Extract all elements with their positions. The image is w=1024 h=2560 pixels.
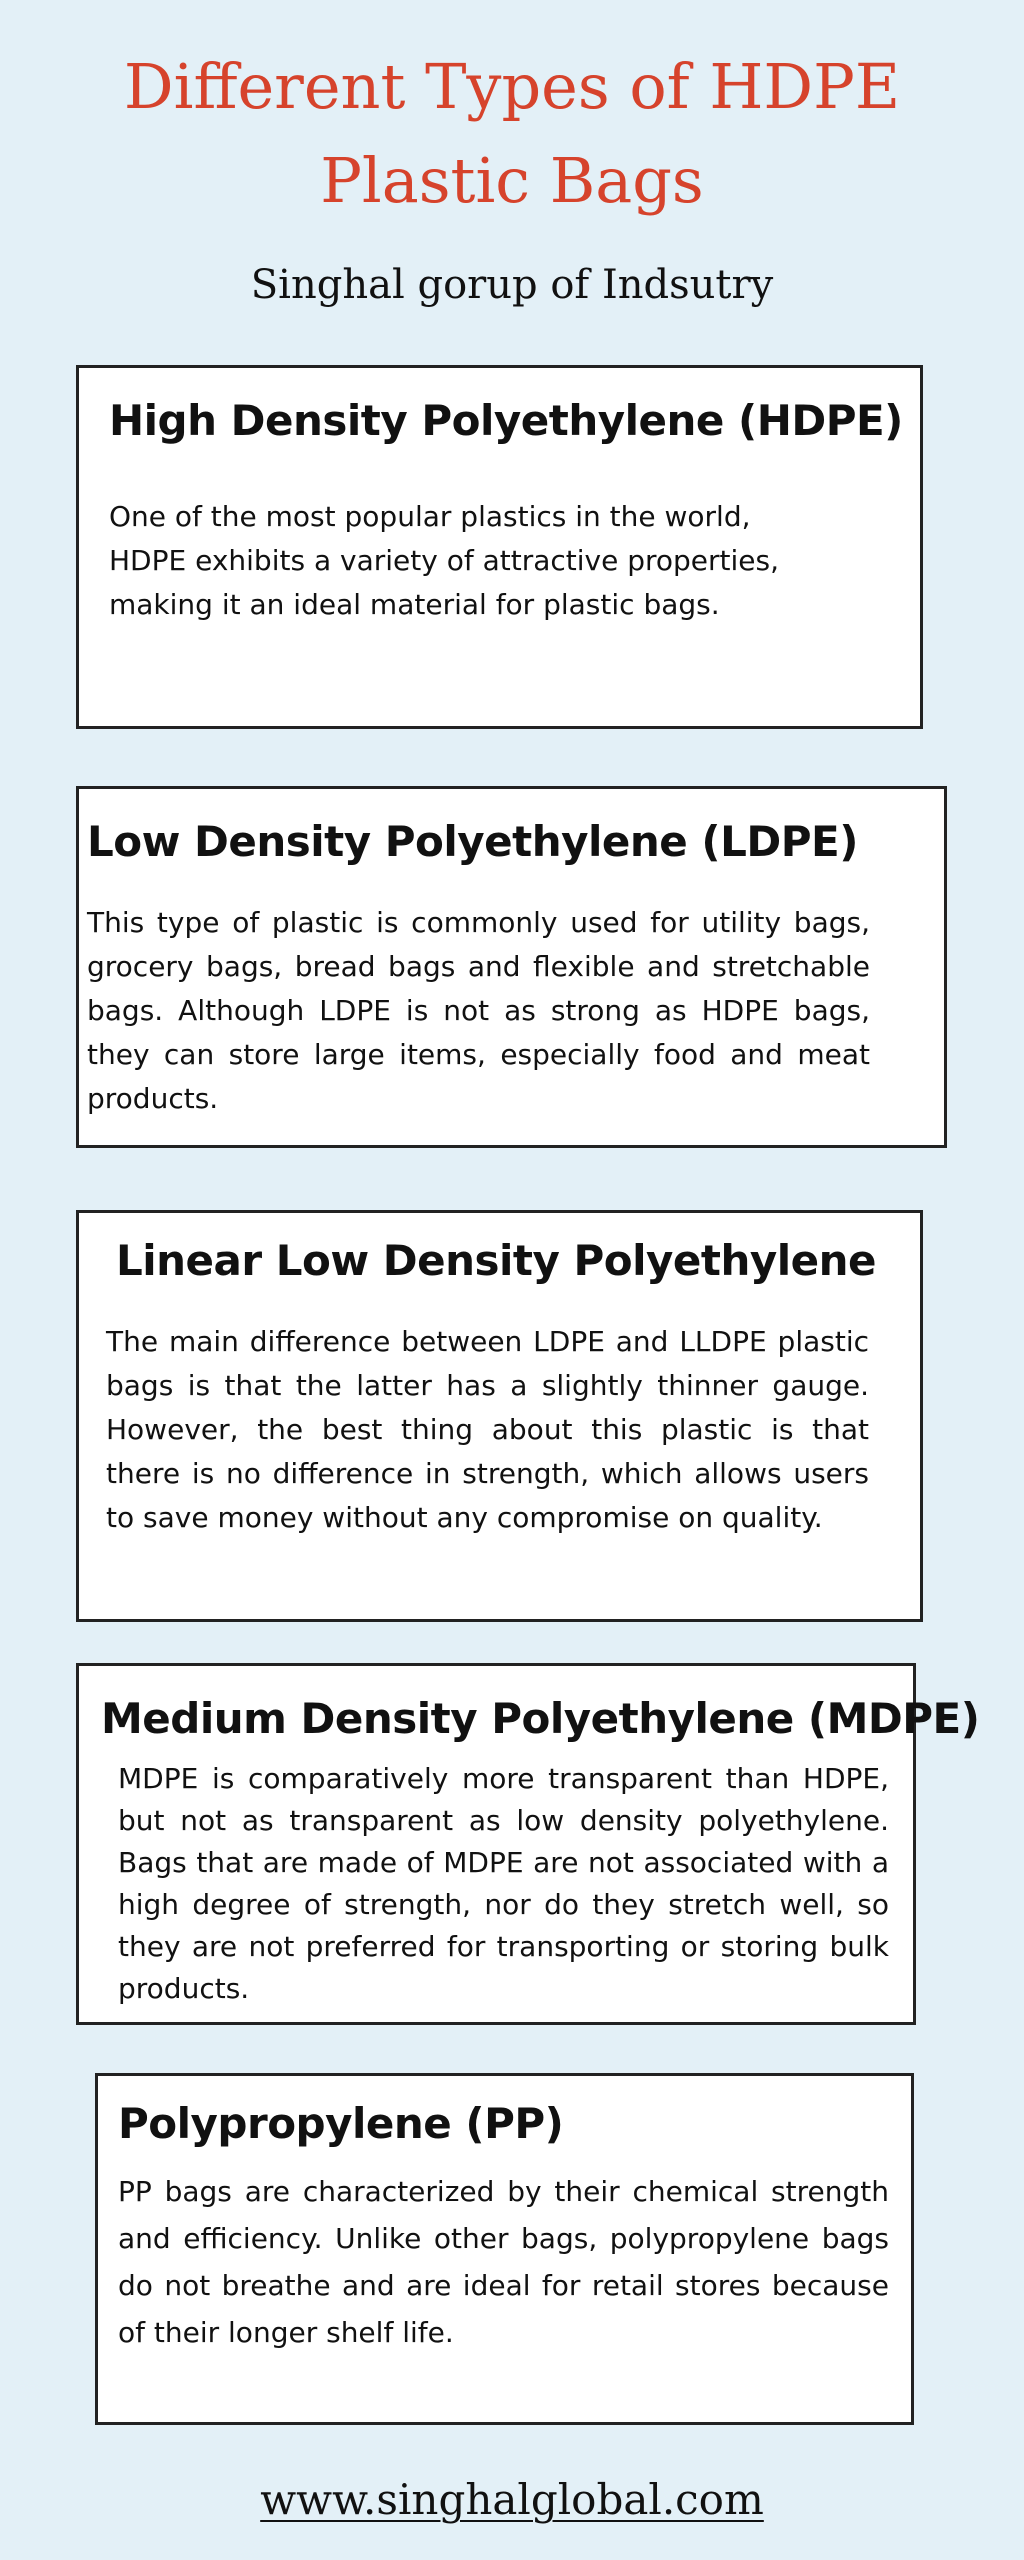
- card-body: The main difference between LDPE and LLDPE plastic bags is that the latter has a slightly thinner gauge. However, the best thing about this plastic is that there is no difference in strength, which allows users to save money without any compromise on quality.: [106, 1325, 869, 1534]
- card-body: MDPE is comparatively more transparent than HDPE, but not as transparent as low density polyethylene. Bags that are made of MDPE are not associated with a high degree of strength, nor do they stretch well, so they are not preferred for transporting or storing bulk products.: [118, 1762, 889, 2005]
- card-body: PP bags are characterized by their chemical strength and efficiency. Unlike other bags, polypropylene bags do not breathe and are ideal for retail stores because of their longer shelf life.: [118, 2175, 889, 2349]
- page-title: [0, 40, 1024, 228]
- info-card-hdpe: [76, 365, 923, 729]
- card-heading: High Density Polyethylene (HDPE): [109, 396, 903, 445]
- card-heading: Low Density Polyethylene (LDPE): [87, 817, 858, 866]
- info-card-mdpe: [76, 1663, 980, 2025]
- page-title-line-2: Plastic Bags: [320, 144, 704, 217]
- info-card-pp: [95, 2073, 914, 2425]
- page-title-line-1: Different Types of HDPE: [123, 50, 901, 123]
- info-card-ldpe: [76, 786, 947, 1148]
- card-heading: Polypropylene (PP): [118, 2099, 564, 2148]
- website-link[interactable]: www.singhalglobal.com: [260, 2475, 764, 2524]
- card-body: One of the most popular plastics in the world, HDPE exhibits a variety of attractive properties, making it an ideal material for plastic bags.: [109, 500, 780, 621]
- page-subtitle: Singhal gorup of Indsutry: [250, 262, 774, 308]
- card-heading: Medium Density Polyethylene (MDPE): [101, 1694, 980, 1743]
- card-body: This type of plastic is commonly used for utility bags, grocery bags, bread bags and flexible and stretchable bags. Although LDPE is not as strong as HDPE bags, they can store large items, especially food and meat products.: [87, 906, 870, 1115]
- card-heading: Linear Low Density Polyethylene: [116, 1236, 877, 1285]
- info-card-lldpe: [76, 1210, 923, 1622]
